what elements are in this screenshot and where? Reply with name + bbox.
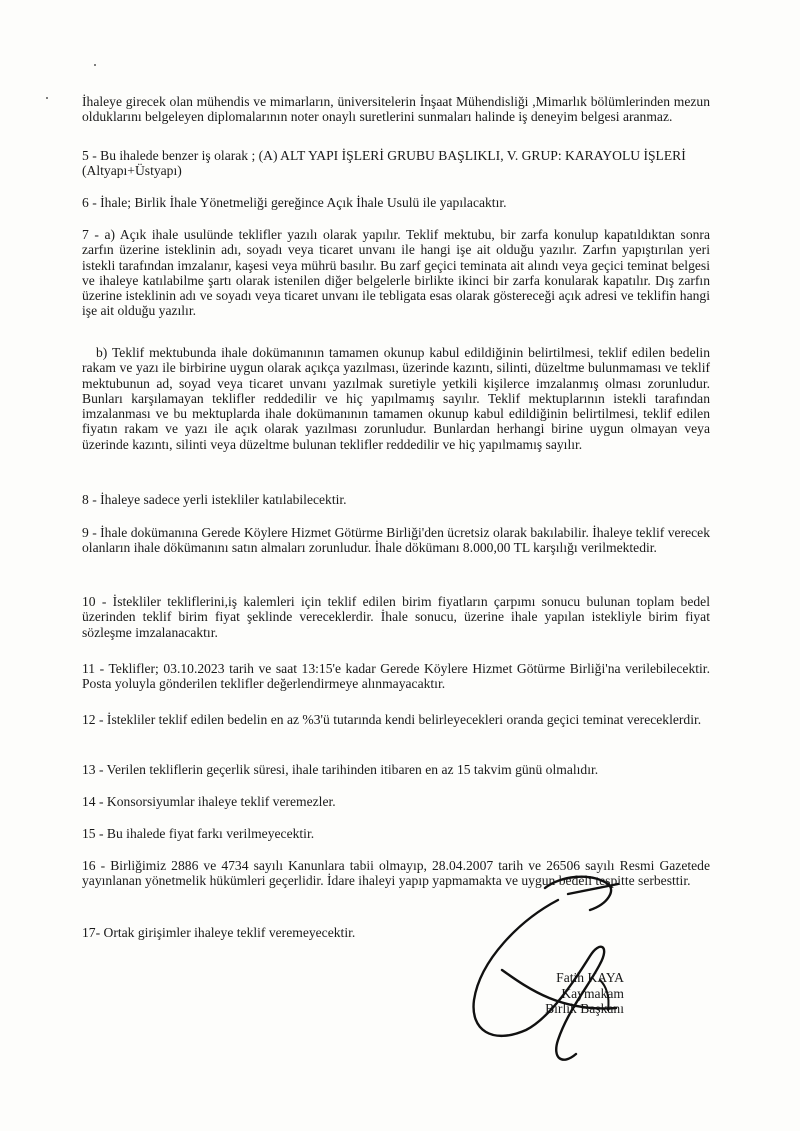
paragraph-10-unit-price: 10 - İstekliler tekliflerini,iş kalemleri için teklif edilen birim fiyatların çarpımı sonucu bulunan toplam bedel üzerinden teklif birim fiyat şeklinde vereceklerdir. İhale sonucu, üzerine ihale yapılan istekliyle birim fiyat sözleşme imzalanacaktır. [82, 594, 710, 640]
paragraph-17-joint-ventures: 17- Ortak girişimler ihaleye teklif veremeyecektir. [82, 925, 356, 940]
paragraph-16-legal-basis: 16 - Birliğimiz 2886 ve 4734 sayılı Kanunlara tabii olmayıp, 28.04.2007 tarih ve 26506 sayılı Resmi Gazetede yayınlanan yönetmelik hükümleri geçerlidir. İdare ihaleyi yapıp yapmamakta ve uygun bedeli tespitte serbesttir. [82, 858, 710, 889]
paragraph-15-price-difference: 15 - Bu ihalede fiyat farkı verilmeyecektir. [82, 826, 315, 841]
paragraph-experience-requirement: İhaleye girecek olan mühendis ve mimarların, üniversitelerin İnşaat Mühendisliği ,Mimarlık bölümlerinden mezun olduklarını belgeleyen diplomalarının noter onaylı suretlerini sunmaları halinde iş deneyim belgesi aranmaz. [82, 94, 710, 125]
scan-speck [46, 97, 48, 99]
signatory-title: Kaymakam [561, 985, 624, 1001]
scan-speck [94, 64, 96, 66]
paragraph-11-deadline: 11 - Teklifler; 03.10.2023 tarih ve saat 13:15'e kadar Gerede Köylere Hizmet Götürme Birliği'na verilebilecektir. Posta yoluyla gönderilen teklifler değerlendirmeye alınmayacaktır. [82, 661, 710, 692]
paragraph-5-similar-work: 5 - Bu ihalede benzer iş olarak ; (A) ALT YAPI İŞLERİ GRUBU BAŞLIKLI, V. GRUP: KARAYOLU İŞLERİ (Altyapı+Üstyapı) [82, 148, 686, 179]
paragraph-14-consortium: 14 - Konsorsiyumlar ihaleye teklif veremezler. [82, 794, 336, 809]
paragraph-6-tender-procedure: 6 - İhale; Birlik İhale Yönetmeliği gereğince Açık İhale Usulü ile yapılacaktır. [82, 195, 507, 210]
paragraph-7a-bid-submission: 7 - a) Açık ihale usulünde teklifler yazılı olarak yapılır. Teklif mektubu, bir zarfa konulup kapatıldıktan sonra zarfın üzerine isteklinin adı, soyadı veya ticaret unvanı ile hangi işe ait olduğu yazılır. Zarfın yapıştırılan yeri istekli tarafından imzalanır, kaşesi veya mührü basılır. Bu zarf geçici teminata ait alındı veya geçici teminat belgesi ve ihaleye katılabilme şartı olarak istenilen diğer belgelerle birlikte ikinci bir zarfa konularak kapatılır. Dış zarfın üzerine isteklinin adı ve soyadı veya ticaret unvanı ile tebligata esas olarak göstereceği açık adresi ve teklifin hangi işe ait olduğu yazılır. [82, 227, 710, 319]
handwritten-signature [440, 860, 640, 1090]
signatory-role: Birlik Başkanı [545, 1001, 624, 1016]
paragraph-13-validity: 13 - Verilen tekliflerin geçerlik süresi, ihale tarihinden itibaren en az 15 takvim günü olmalıdır. [82, 762, 599, 777]
paragraph-7b-bid-letter: b) Teklif mektubunda ihale dokümanının tamamen okunup kabul edildiğinin belirtilmesi, teklif edilen bedelin rakam ve yazı ile birbirine uygun olarak açıkça yazılması, üzerinde kazıntı, silinti, düzeltme bulunmaması ve teklif mektubunun ad, soyad veya ticaret unvanı yazılmak suretiyle yetkili kişilerce imzalanmış olması zorunludur. Bunları karşılamayan teklifler reddedilir ve hiç yapılmamış sayılır. Teklif mektuplarının istekli tarafından imzalanması ve bu mektuplarda ihale dokümanının tamamen okunup kabul edildiğinin belirtilmesi, teklif edilen fiyatın rakam ve yazı ile açık olarak yazılması zorunludur. Bunlardan herhangi birine uygun olmayan veya üzerinde kazıntı, silinti veya düzeltme bulunan teklifler reddedilir ve hiç yapılmamış sayılır. [82, 345, 710, 452]
paragraph-8-domestic-bidders: 8 - İhaleye sadece yerli istekliler katılabilecektir. [82, 492, 347, 507]
paragraph-12-guarantee: 12 - İstekliler teklif edilen bedelin en az %3'ü tutarında kendi belirleyecekleri oranda geçici teminat vereceklerdir. [82, 712, 702, 727]
signatory-name: Fatih KAYA [556, 970, 624, 985]
paragraph-9-tender-documents: 9 - İhale dokümanına Gerede Köylere Hizmet Götürme Birliği'den ücretsiz olarak bakılabilir. İhaleye teklif verecek olanların ihale dökümanını satın almaları zorunludur. İhale dökümanı 8.000,00 TL karşılığı verilmektedir. [82, 525, 710, 556]
